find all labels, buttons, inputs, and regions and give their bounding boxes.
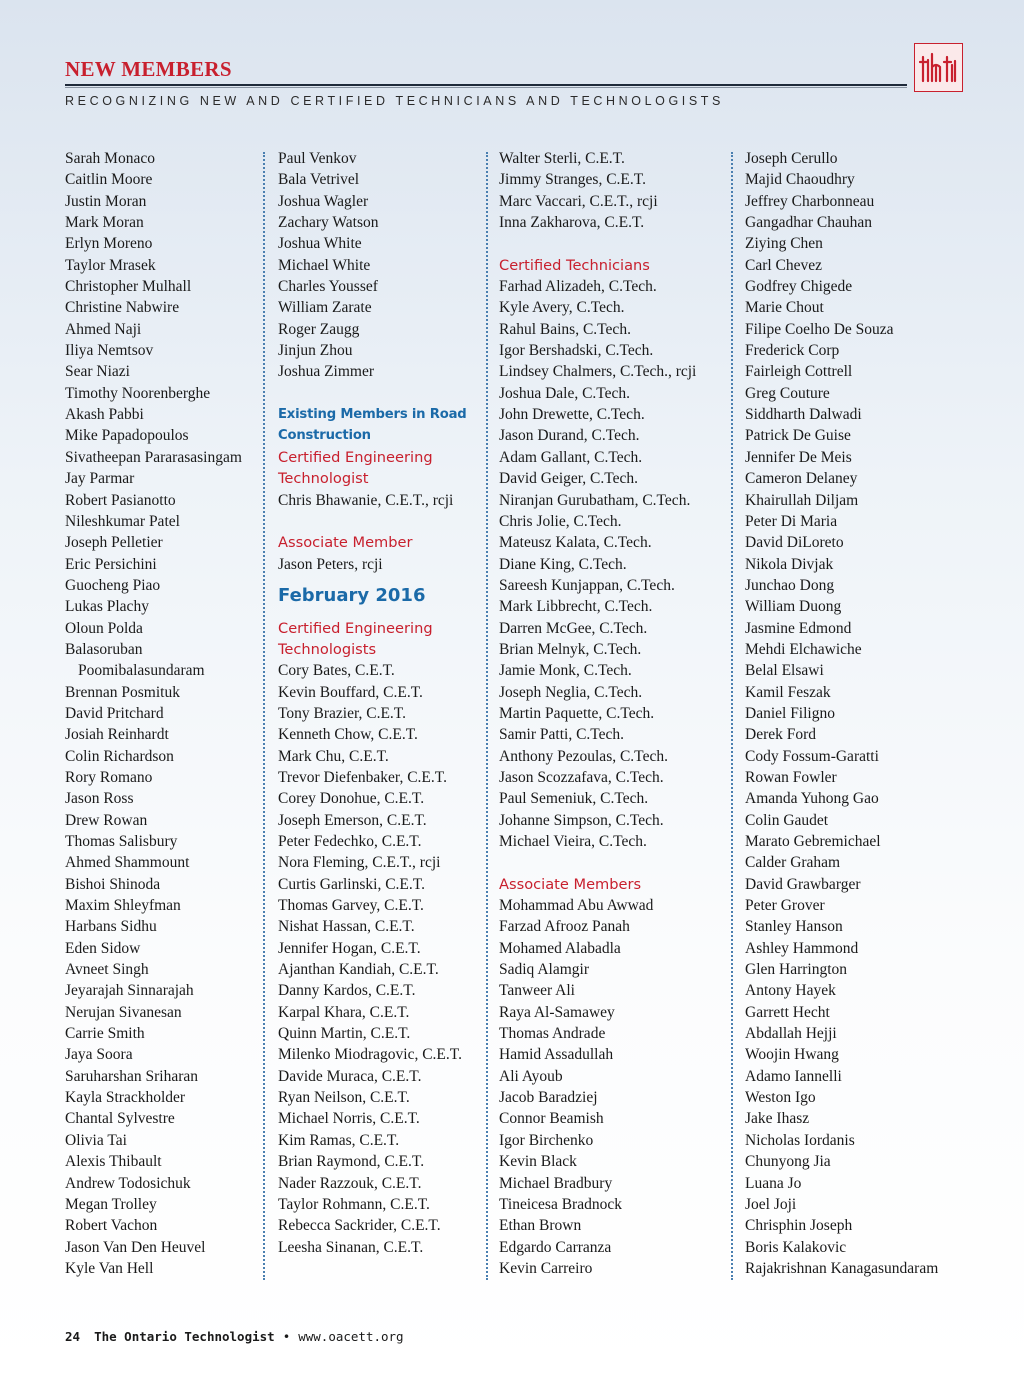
- member-name: Connor Beamish: [499, 1110, 604, 1128]
- member-name: Brian Raymond, C.E.T.: [278, 1153, 425, 1171]
- member-name: Olivia Tai: [65, 1131, 127, 1149]
- member-name: Jasmine Edmond: [745, 619, 852, 637]
- member-name: Raya Al-Samawey: [499, 1003, 615, 1021]
- member-name: Walter Sterli, C.E.T.: [499, 150, 625, 167]
- names-column-1: [65, 148, 242, 1279]
- member-name: Alexis Thibault: [65, 1153, 162, 1171]
- member-name: Joseph Cerullo: [745, 150, 838, 167]
- member-name: Danny Kardos, C.E.T.: [278, 982, 416, 1000]
- spacer: [499, 852, 696, 873]
- member-name: Kevin Bouffard, C.E.T.: [278, 683, 423, 701]
- member-name: Mark Moran: [65, 214, 144, 232]
- member-name: Thomas Andrade: [499, 1025, 606, 1043]
- member-name: Joseph Neglia, C.Tech.: [499, 683, 643, 701]
- member-name: Calder Graham: [745, 854, 841, 872]
- member-name: Robert Pasianotto: [65, 491, 176, 509]
- member-name: Sivatheepan Pararasasingam: [65, 448, 242, 466]
- member-name: Derek Ford: [745, 726, 817, 744]
- member-name: Marc Vaccari, C.E.T., rcji: [499, 192, 658, 210]
- member-name: Adamo Iannelli: [745, 1067, 842, 1085]
- member-name: Peter Fedechko, C.E.T.: [278, 833, 422, 850]
- member-name: Ryan Neilson, C.E.T.: [278, 1089, 410, 1107]
- member-name: Gangadhar Chauhan: [745, 214, 872, 232]
- member-name: Michael Norris, C.E.T.: [278, 1110, 420, 1128]
- member-name: Tineicesa Bradnock: [499, 1195, 622, 1213]
- member-name: Jake Ihasz: [745, 1110, 810, 1128]
- member-name: Greg Couture: [745, 384, 830, 402]
- category-heading: Certified Engineering: [278, 448, 433, 466]
- member-name: John Drewette, C.Tech.: [499, 406, 645, 424]
- member-name: Siddharth Dalwadi: [745, 406, 862, 424]
- member-name: Mohammad Abu Awwad: [499, 897, 654, 915]
- member-name: Igor Bershadski, C.Tech.: [499, 342, 654, 360]
- member-name: Megan Trolley: [65, 1195, 157, 1213]
- website-link[interactable]: www.oacett.org: [298, 1329, 404, 1344]
- member-name: Sarah Monaco: [65, 150, 155, 167]
- member-name: Christopher Mulhall: [65, 278, 192, 296]
- member-name: Kevin Black: [499, 1153, 577, 1171]
- member-name-continuation: Poomibalasundaram: [78, 662, 205, 680]
- member-name: Thomas Garvey, C.E.T.: [278, 897, 424, 915]
- member-name: Michael White: [278, 256, 371, 274]
- member-name: Khairullah Diljam: [745, 491, 859, 509]
- names-column-3: [499, 148, 696, 1279]
- spacer: [278, 511, 467, 532]
- member-name: Amanda Yuhong Gao: [745, 790, 879, 808]
- member-name: Jason Ross: [65, 790, 134, 808]
- oacett-logo: [914, 43, 963, 92]
- member-name: Carl Chevez: [745, 256, 823, 274]
- member-name: Peter Grover: [745, 897, 825, 915]
- member-name: Junchao Dong: [745, 576, 835, 594]
- member-name: Justin Moran: [65, 192, 147, 210]
- category-heading: Associate Members: [499, 875, 642, 893]
- member-name: Garrett Hecht: [745, 1003, 830, 1021]
- member-name: Andrew Todosichuk: [65, 1174, 191, 1192]
- member-name: Adam Gallant, C.Tech.: [499, 448, 643, 466]
- member-name: Mark Chu, C.E.T.: [278, 747, 389, 765]
- member-name: Paul Semeniuk, C.Tech.: [499, 790, 649, 808]
- member-name: Guocheng Piao: [65, 576, 161, 594]
- member-name: Jason Durand, C.Tech.: [499, 427, 640, 445]
- member-name: Niranjan Gurubatham, C.Tech.: [499, 491, 691, 509]
- member-name: Cameron Delaney: [745, 470, 858, 488]
- member-name: Avneet Singh: [65, 961, 149, 979]
- member-name: Erlyn Moreno: [65, 235, 153, 253]
- member-name: Filipe Coelho De Souza: [745, 320, 894, 338]
- member-name: Samir Patti, C.Tech.: [499, 726, 625, 744]
- member-name: Tanweer Ali: [499, 982, 575, 1000]
- section-subtitle: RECOGNIZING NEW AND CERTIFIED TECHNICIANS AND TECHNOLOGISTS: [65, 94, 724, 108]
- member-name: Mike Papadopoulos: [65, 427, 189, 445]
- column-divider: [263, 152, 265, 1280]
- member-name: Farzad Afrooz Panah: [499, 918, 630, 936]
- member-name: Cory Bates, C.E.T.: [278, 662, 395, 680]
- member-name: Ahmed Naji: [65, 320, 142, 338]
- member-name: Drew Rowan: [65, 811, 148, 829]
- member-name: Nishat Hassan, C.E.T.: [278, 918, 415, 936]
- member-name: Nileshkumar Patel: [65, 512, 180, 530]
- member-name: Brennan Posmituk: [65, 683, 180, 701]
- member-name: Farhad Alizadeh, C.Tech.: [499, 278, 657, 296]
- member-name: Chris Jolie, C.Tech.: [499, 512, 622, 530]
- member-name: Paul Venkov: [278, 150, 357, 167]
- member-name: David Pritchard: [65, 704, 164, 722]
- member-name: Belal Elsawi: [745, 662, 824, 680]
- publication-name: The Ontario Technologist: [94, 1329, 275, 1344]
- member-name: Chrisphin Joseph: [745, 1217, 853, 1235]
- member-name: Darren McGee, C.Tech.: [499, 619, 648, 637]
- member-name: Colin Richardson: [65, 747, 174, 765]
- member-name: Ziying Chen: [745, 235, 823, 253]
- member-name: Roger Zaugg: [278, 320, 360, 338]
- member-name: Diane King, C.Tech.: [499, 555, 627, 573]
- member-name: Joseph Emerson, C.E.T.: [278, 811, 427, 829]
- member-name: Rebecca Sackrider, C.E.T.: [278, 1217, 441, 1235]
- member-name: Balasoruban: [65, 640, 143, 658]
- member-name: Kamil Feszak: [745, 683, 831, 701]
- member-name: Jimmy Stranges, C.E.T.: [499, 171, 646, 189]
- member-name: Chantal Sylvestre: [65, 1110, 175, 1128]
- member-name: Woojin Hwang: [745, 1046, 839, 1064]
- member-name: Mateusz Kalata, C.Tech.: [499, 534, 652, 552]
- member-name: Davide Muraca, C.E.T.: [278, 1067, 422, 1085]
- member-name: William Zarate: [278, 299, 372, 317]
- member-name: Martin Paquette, C.Tech.: [499, 704, 655, 722]
- member-name: Joshua Zimmer: [278, 363, 374, 381]
- member-name: Eric Persichini: [65, 555, 157, 573]
- member-name: Jinjun Zhou: [278, 342, 353, 360]
- member-name: Leesha Sinanan, C.E.T.: [278, 1238, 424, 1256]
- member-name: Boris Kalakovic: [745, 1238, 847, 1256]
- member-name: William Duong: [745, 598, 842, 616]
- member-name: Fairleigh Cottrell: [745, 363, 853, 381]
- names-column-4: [745, 148, 938, 1279]
- member-name: Mehdi Elchawiche: [745, 640, 862, 658]
- category-heading: Certified Technicians: [499, 256, 650, 274]
- member-name: Maxim Shleyfman: [65, 897, 181, 915]
- member-name: Hamid Assadullah: [499, 1046, 614, 1064]
- member-name: Igor Birchenko: [499, 1131, 594, 1149]
- member-name: Bishoi Shinoda: [65, 875, 161, 893]
- member-name: Inna Zakharova, C.E.T.: [499, 214, 645, 232]
- member-name: Lukas Plachy: [65, 598, 149, 616]
- member-name: Nicholas Iordanis: [745, 1131, 855, 1149]
- member-name: Josiah Reinhardt: [65, 726, 169, 744]
- page-number: 24: [65, 1329, 81, 1344]
- member-name: Rahul Bains, C.Tech.: [499, 320, 631, 338]
- category-heading: Technologists: [278, 640, 377, 658]
- member-name: Mohamed Alabadla: [499, 939, 621, 957]
- member-name: Tony Brazier, C.E.T.: [278, 704, 406, 722]
- member-name: Antony Hayek: [745, 982, 836, 1000]
- page-footer: [65, 1329, 404, 1344]
- member-name: Taylor Mrasek: [65, 256, 156, 274]
- member-name: Nikola Divjak: [745, 555, 834, 573]
- member-name: Jeyarajah Sinnarajah: [65, 982, 194, 1000]
- member-name: Joseph Pelletier: [65, 534, 163, 552]
- member-name: Sadiq Alamgir: [499, 961, 589, 979]
- category-heading: Associate Member: [278, 534, 413, 552]
- member-name: Peter Di Maria: [745, 512, 838, 530]
- member-name: Caitlin Moore: [65, 171, 153, 189]
- member-name: Kim Ramas, C.E.T.: [278, 1131, 400, 1149]
- member-name: Nora Fleming, C.E.T., rcji: [278, 854, 441, 872]
- member-name: Luana Jo: [745, 1174, 802, 1192]
- member-name: Joel Joji: [745, 1195, 797, 1213]
- member-name: Curtis Garlinski, C.E.T.: [278, 875, 425, 893]
- member-name: Colin Gaudet: [745, 811, 829, 829]
- member-name: Rory Romano: [65, 768, 153, 786]
- member-name: Jaya Soora: [65, 1046, 133, 1064]
- spacer: [499, 233, 696, 254]
- member-name: Robert Vachon: [65, 1217, 158, 1235]
- member-name: Jeffrey Charbonneau: [745, 192, 875, 210]
- member-name: Kayla Strackholder: [65, 1089, 186, 1107]
- member-name: Ethan Brown: [499, 1217, 582, 1235]
- header-divider: [65, 84, 907, 88]
- member-name: Godfrey Chigede: [745, 278, 853, 296]
- member-name: Jason Van Den Heuvel: [65, 1238, 206, 1256]
- section-title: NEW MEMBERS: [65, 57, 232, 81]
- member-name: Rowan Fowler: [745, 768, 837, 786]
- spacer: [278, 383, 467, 404]
- member-name: Ahmed Shammount: [65, 854, 190, 872]
- member-name: Marato Gebremichael: [745, 833, 881, 850]
- member-name: David Geiger, C.Tech.: [499, 470, 639, 488]
- member-name: Jennifer De Meis: [745, 448, 852, 466]
- member-name: Lindsey Chalmers, C.Tech., rcji: [499, 363, 697, 381]
- column-divider: [731, 152, 733, 1280]
- member-name: David DiLoreto: [745, 534, 844, 552]
- member-name: Chunyong Jia: [745, 1153, 831, 1171]
- member-name: Johanne Simpson, C.Tech.: [499, 811, 664, 829]
- member-name: Patrick De Guise: [745, 427, 851, 445]
- member-name: Eden Sidow: [65, 939, 141, 957]
- member-name: Rajakrishnan Kanagasundaram: [745, 1259, 939, 1277]
- member-name: Weston Igo: [745, 1089, 816, 1107]
- member-name: Harbans Sidhu: [65, 918, 157, 936]
- member-name: Milenko Miodragovic, C.E.T.: [278, 1046, 462, 1064]
- member-name: Abdallah Hejji: [745, 1025, 837, 1043]
- group-heading: Existing Members in Road: [278, 407, 467, 423]
- member-name: Glen Harrington: [745, 961, 848, 979]
- member-name: Corey Donohue, C.E.T.: [278, 790, 425, 808]
- member-name: Ali Ayoub: [499, 1067, 563, 1085]
- member-name: Joshua Wagler: [278, 192, 369, 210]
- member-name: Anthony Pezoulas, C.Tech.: [499, 747, 668, 765]
- member-name: Kenneth Chow, C.E.T.: [278, 726, 418, 744]
- member-name: Kyle Avery, C.Tech.: [499, 299, 625, 317]
- category-heading: Certified Engineering: [278, 619, 433, 637]
- member-name: Carrie Smith: [65, 1025, 145, 1043]
- member-name: Jennifer Hogan, C.E.T.: [278, 939, 421, 957]
- member-name: Sareesh Kunjappan, C.Tech.: [499, 576, 675, 594]
- member-name: Mark Libbrecht, C.Tech.: [499, 598, 653, 616]
- names-column-2: [278, 148, 467, 1258]
- member-name: Taylor Rohmann, C.E.T.: [278, 1195, 430, 1213]
- group-heading: Construction: [278, 428, 371, 444]
- member-name: Thomas Salisbury: [65, 833, 178, 850]
- member-name: Nader Razzouk, C.E.T.: [278, 1174, 422, 1192]
- member-name: Quinn Martin, C.E.T.: [278, 1025, 411, 1043]
- member-name: Trevor Diefenbaker, C.E.T.: [278, 768, 447, 786]
- member-name: Michael Vieira, C.Tech.: [499, 833, 647, 850]
- member-name: Joshua Dale, C.Tech.: [499, 384, 631, 402]
- member-name: Iliya Nemtsov: [65, 342, 154, 360]
- member-name: Brian Melnyk, C.Tech.: [499, 640, 642, 658]
- member-name: Charles Youssef: [278, 278, 378, 296]
- member-name: Timothy Noorenberghe: [65, 384, 211, 402]
- member-name: Daniel Filigno: [745, 704, 835, 722]
- member-name: Kyle Van Hell: [65, 1259, 154, 1277]
- member-name: Karpal Khara, C.E.T.: [278, 1003, 410, 1021]
- member-name: Saruharshan Sriharan: [65, 1067, 198, 1085]
- member-name: Michael Bradbury: [499, 1174, 613, 1192]
- member-name: Jason Peters, rcji: [278, 555, 383, 573]
- column-divider: [486, 152, 488, 1280]
- member-name: Sear Niazi: [65, 363, 130, 381]
- member-name: Ashley Hammond: [745, 939, 859, 957]
- member-name: Jamie Monk, C.Tech.: [499, 662, 632, 680]
- member-name: Christine Nabwire: [65, 299, 180, 317]
- member-name: Bala Vetrivel: [278, 171, 360, 189]
- member-name: Cody Fossum-Garatti: [745, 747, 879, 765]
- member-name: Jason Scozzafava, C.Tech.: [499, 768, 664, 786]
- member-name: Joshua White: [278, 235, 362, 253]
- category-heading: Technologist: [278, 470, 369, 488]
- member-name: Kevin Carreiro: [499, 1259, 593, 1277]
- tht-logo-icon: [919, 51, 959, 85]
- member-name: Chris Bhawanie, C.E.T., rcji: [278, 491, 454, 509]
- member-name: Oloun Polda: [65, 619, 143, 637]
- member-name: Akash Pabbi: [65, 406, 144, 424]
- member-name: Nerujan Sivanesan: [65, 1003, 182, 1021]
- date-heading: February 2016: [278, 584, 426, 606]
- member-name: David Grawbarger: [745, 875, 861, 893]
- member-name: Majid Chaoudhry: [745, 171, 855, 189]
- member-name: Frederick Corp: [745, 342, 840, 360]
- member-name: Zachary Watson: [278, 214, 379, 232]
- member-name: Jacob Baradziej: [499, 1089, 598, 1107]
- member-name: Stanley Hanson: [745, 918, 843, 936]
- member-name: Ajanthan Kandiah, C.E.T.: [278, 961, 439, 979]
- footer-separator: •: [282, 1329, 291, 1344]
- member-name: Jay Parmar: [65, 470, 135, 488]
- member-name: Edgardo Carranza: [499, 1238, 612, 1256]
- member-name: Marie Chout: [745, 299, 824, 317]
